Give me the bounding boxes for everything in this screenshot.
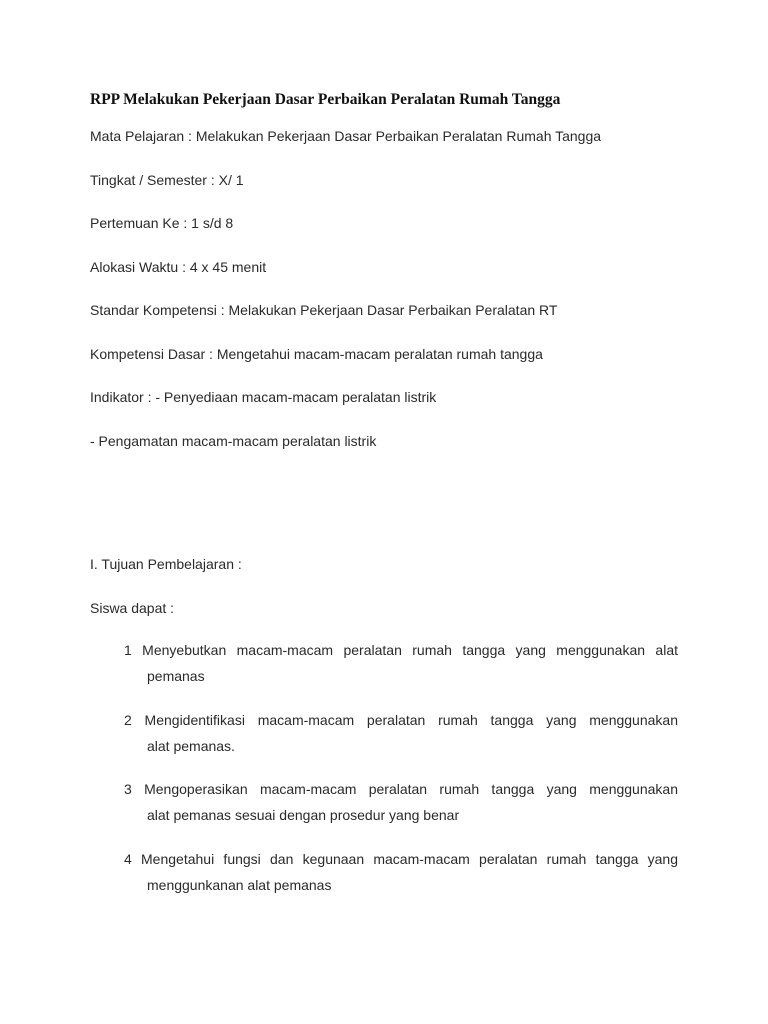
objective-continuation: pemanas (147, 667, 205, 684)
field-tingkat-semester: Tingkat / Semester : X/ 1 (90, 172, 244, 188)
document-title: RPP Melakukan Pekerjaan Dasar Perbaikan Peralatan Rumah Tangga (90, 91, 561, 108)
objective-continuation: menggunkanan alat pemanas (147, 876, 332, 893)
section-intro: Siswa dapat : (90, 600, 175, 616)
field-indikator: Indikator : - Penyediaan macam-macam peralatan listrik (90, 389, 437, 405)
objective-item (124, 847, 678, 898)
objective-item (124, 708, 678, 759)
objective-first-line: 2 Mengidentifikasi macam-macam peralatan rumah tangga yang menggunakan (124, 712, 678, 728)
field-mata-pelajaran: Mata Pelajaran : Melakukan Pekerjaan Dasar Perbaikan Peralatan Rumah Tangga (90, 128, 602, 144)
field-pertemuan: Pertemuan Ke : 1 s/d 8 (90, 215, 234, 231)
section-heading: I. Tujuan Pembelajaran : (90, 556, 242, 572)
objective-first-line: 4 Mengetahui fungsi dan kegunaan macam-macam peralatan rumah tangga yang (124, 851, 678, 867)
objective-continuation: alat pemanas sesuai dengan prosedur yang benar (147, 806, 460, 823)
field-kompetensi-dasar: Kompetensi Dasar : Mengetahui macam-macam peralatan rumah tangga (90, 346, 543, 362)
field-standar-kompetensi: Standar Kompetensi : Melakukan Pekerjaan Dasar Perbaikan Peralatan RT (90, 302, 558, 318)
objective-first-line: 1 Menyebutkan macam-macam peralatan rumah tangga yang menggunakan alat (124, 642, 678, 658)
objective-continuation: alat pemanas. (147, 737, 235, 754)
objective-item (124, 777, 678, 828)
field-alokasi-waktu: Alokasi Waktu : 4 x 45 menit (90, 259, 267, 275)
field-indikator-continued: - Pengamatan macam-macam peralatan listrik (90, 433, 377, 449)
objective-first-line: 3 Mengoperasikan macam-macam peralatan rumah tangga yang menggunakan (124, 781, 678, 797)
objective-item (124, 638, 678, 689)
